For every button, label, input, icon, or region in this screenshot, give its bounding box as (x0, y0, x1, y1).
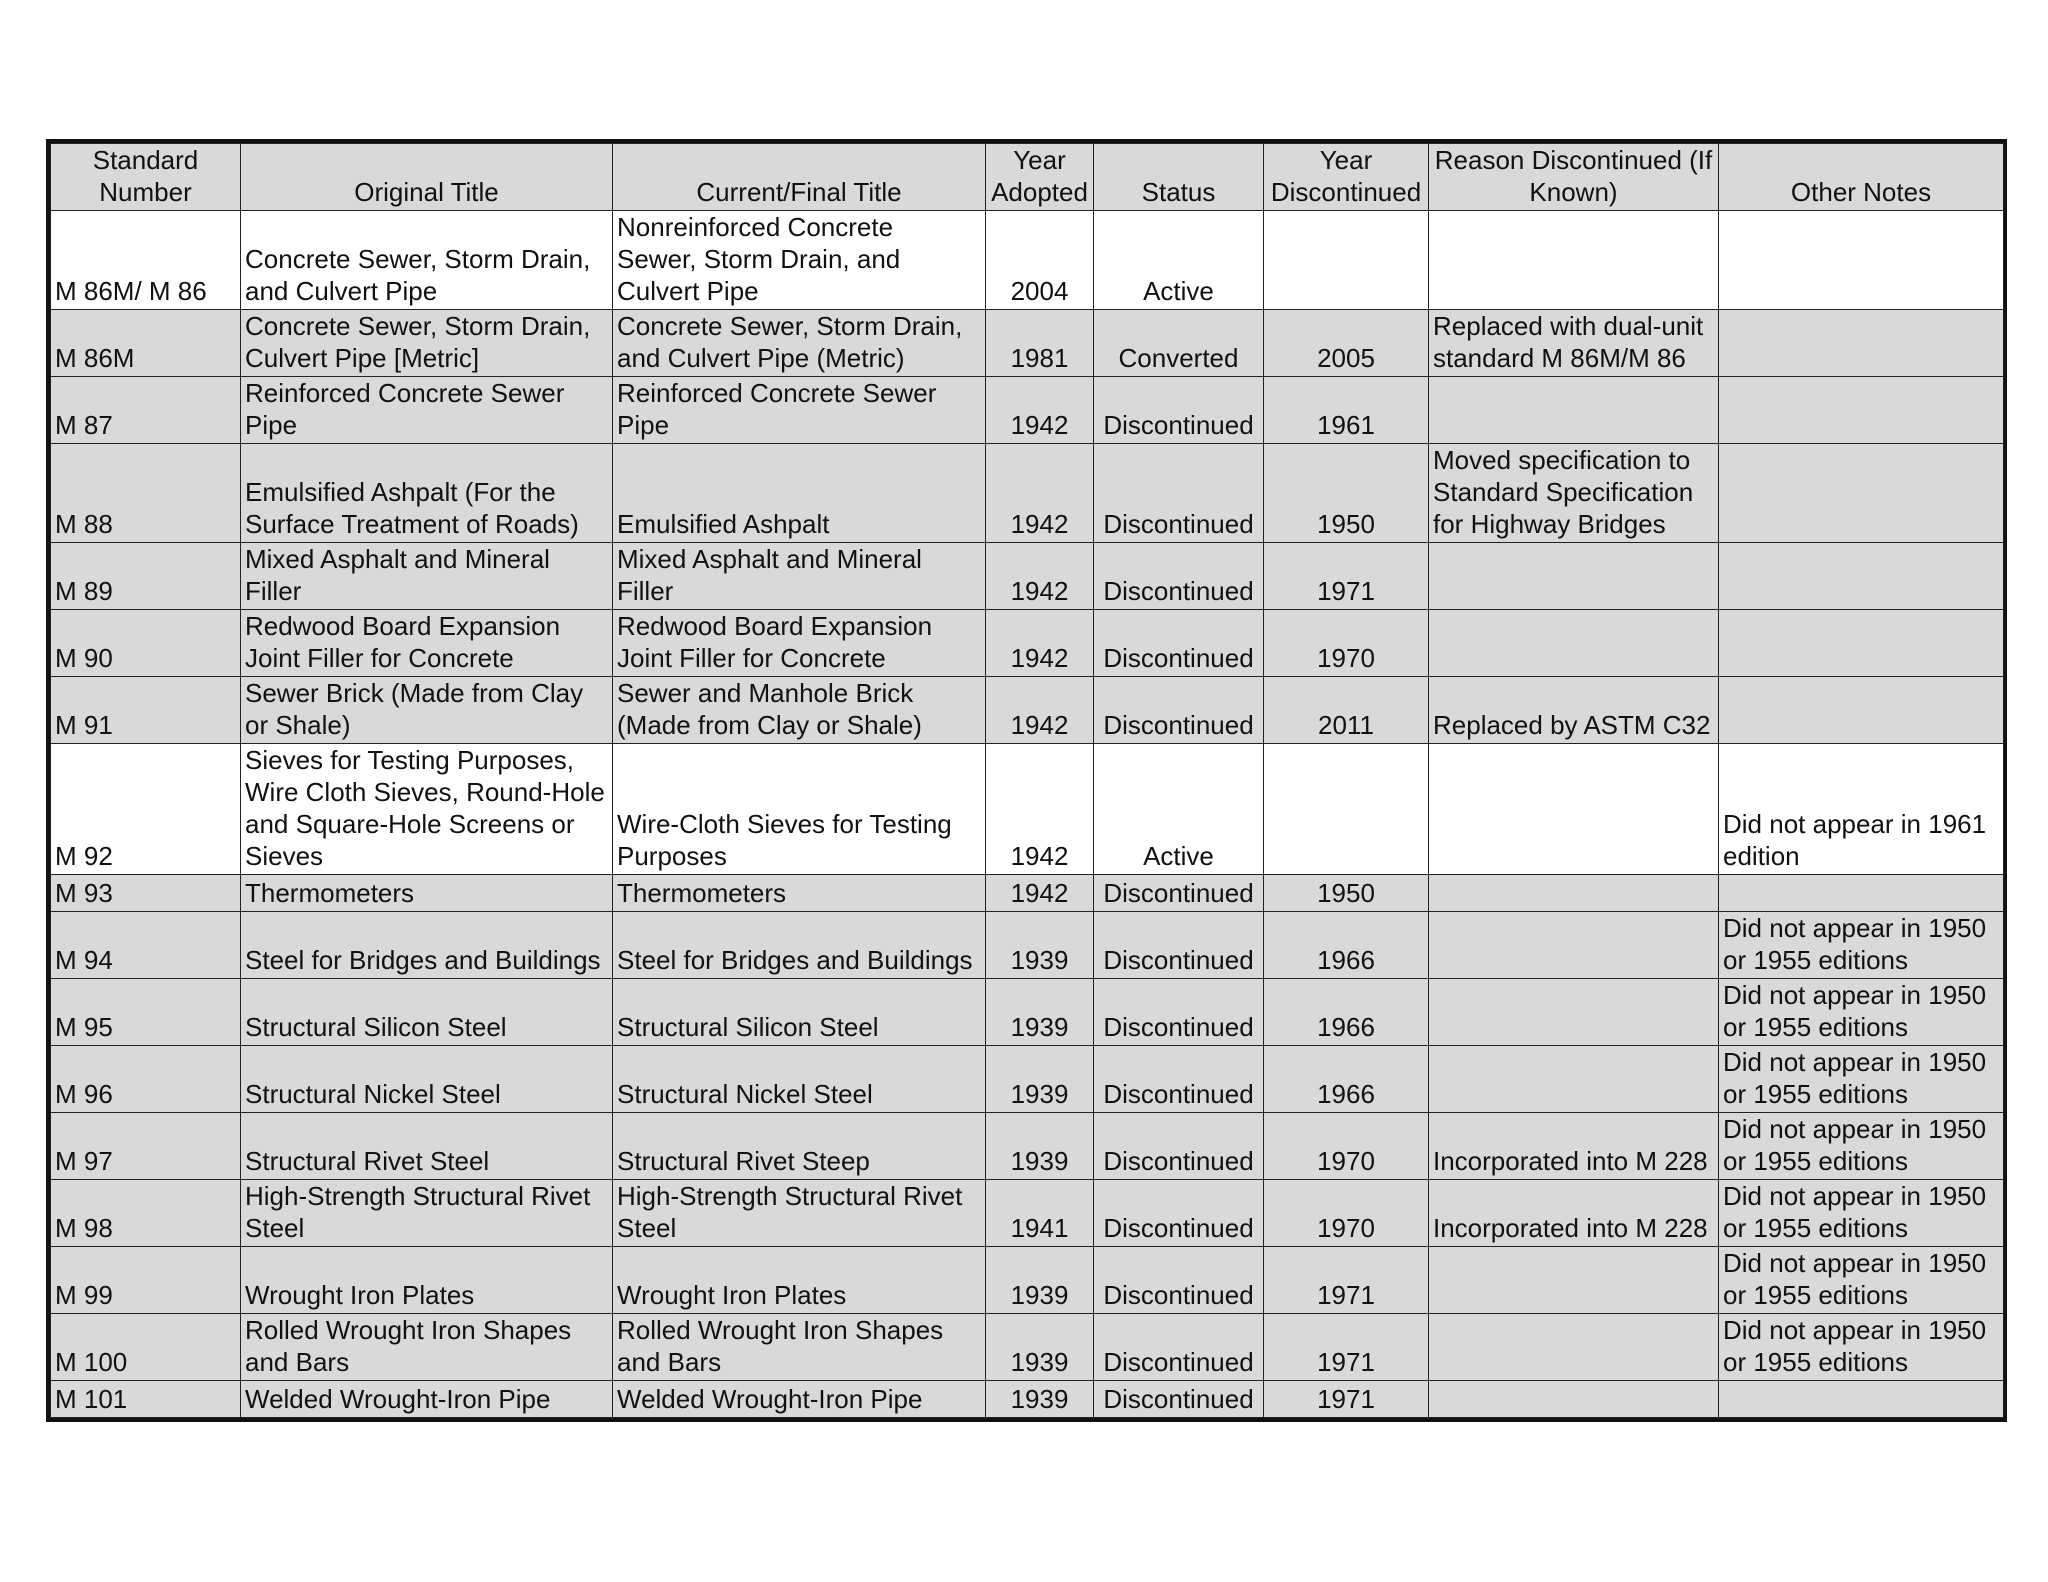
header-year-discontinued: Year Discontinued (1264, 144, 1429, 211)
cell-other-notes (1719, 610, 2004, 677)
cell-status: Discontinued (1094, 444, 1264, 543)
cell-year-adopted: 1942 (986, 677, 1094, 744)
cell-reason: Incorporated into M 228 (1429, 1113, 1719, 1180)
cell-year-adopted: 2004 (986, 211, 1094, 310)
cell-original-title: Sewer Brick (Made from Clay or Shale) (241, 677, 613, 744)
cell-other-notes: Did not appear in 1950 or 1955 editions (1719, 1247, 2004, 1314)
cell-reason (1429, 912, 1719, 979)
header-other-notes: Other Notes (1719, 144, 2004, 211)
cell-reason (1429, 1046, 1719, 1113)
cell-year-discontinued: 1950 (1264, 444, 1429, 543)
cell-original-title: Redwood Board Expansion Joint Filler for Concrete (241, 610, 613, 677)
cell-status: Discontinued (1094, 1180, 1264, 1247)
cell-original-title: Structural Rivet Steel (241, 1113, 613, 1180)
cell-status: Discontinued (1094, 875, 1264, 912)
header-year-adopted: Year Adopted (986, 144, 1094, 211)
cell-current-title: Sewer and Manhole Brick (Made from Clay or Shale) (613, 677, 986, 744)
cell-status: Discontinued (1094, 377, 1264, 444)
cell-year-adopted: 1939 (986, 1314, 1094, 1381)
cell-other-notes (1719, 1381, 2004, 1418)
cell-current-title: Welded Wrought-Iron Pipe (613, 1381, 986, 1418)
cell-other-notes (1719, 211, 2004, 310)
cell-reason: Moved specification to Standard Specification for Highway Bridges (1429, 444, 1719, 543)
cell-current-title: Rolled Wrought Iron Shapes and Bars (613, 1314, 986, 1381)
cell-year-discontinued: 1966 (1264, 1046, 1429, 1113)
cell-status: Discontinued (1094, 1381, 1264, 1418)
cell-status: Discontinued (1094, 1046, 1264, 1113)
header-status: Status (1094, 144, 1264, 211)
cell-other-notes (1719, 310, 2004, 377)
table-row (51, 1381, 2004, 1418)
cell-current-title: Wire-Cloth Sieves for Testing Purposes (613, 744, 986, 875)
cell-standard-number: M 90 (51, 610, 241, 677)
cell-standard-number: M 91 (51, 677, 241, 744)
cell-other-notes: Did not appear in 1950 or 1955 editions (1719, 1113, 2004, 1180)
cell-original-title: Welded Wrought-Iron Pipe (241, 1381, 613, 1418)
cell-reason (1429, 543, 1719, 610)
cell-year-discontinued: 1970 (1264, 1113, 1429, 1180)
table-row (51, 1247, 2004, 1314)
cell-other-notes: Did not appear in 1950 or 1955 editions (1719, 1314, 2004, 1381)
cell-other-notes (1719, 875, 2004, 912)
cell-year-adopted: 1942 (986, 444, 1094, 543)
cell-standard-number: M 100 (51, 1314, 241, 1381)
cell-year-adopted: 1939 (986, 1046, 1094, 1113)
cell-standard-number: M 87 (51, 377, 241, 444)
cell-year-adopted: 1939 (986, 1247, 1094, 1314)
cell-original-title: Wrought Iron Plates (241, 1247, 613, 1314)
cell-status: Discontinued (1094, 1314, 1264, 1381)
cell-standard-number: M 92 (51, 744, 241, 875)
cell-other-notes: Did not appear in 1950 or 1955 editions (1719, 1180, 2004, 1247)
cell-status: Active (1094, 211, 1264, 310)
cell-year-discontinued: 1966 (1264, 979, 1429, 1046)
cell-original-title: Structural Nickel Steel (241, 1046, 613, 1113)
cell-current-title: Mixed Asphalt and Mineral Filler (613, 543, 986, 610)
cell-year-adopted: 1941 (986, 1180, 1094, 1247)
cell-year-adopted: 1939 (986, 979, 1094, 1046)
cell-year-adopted: 1939 (986, 912, 1094, 979)
cell-status: Discontinued (1094, 543, 1264, 610)
cell-status: Discontinued (1094, 677, 1264, 744)
cell-standard-number: M 93 (51, 875, 241, 912)
cell-standard-number: M 98 (51, 1180, 241, 1247)
cell-reason (1429, 979, 1719, 1046)
cell-original-title: Rolled Wrought Iron Shapes and Bars (241, 1314, 613, 1381)
cell-other-notes (1719, 677, 2004, 744)
cell-current-title: Structural Silicon Steel (613, 979, 986, 1046)
cell-year-adopted: 1942 (986, 875, 1094, 912)
cell-year-adopted: 1942 (986, 377, 1094, 444)
cell-status: Discontinued (1094, 1247, 1264, 1314)
table-row (51, 211, 2004, 310)
cell-standard-number: M 94 (51, 912, 241, 979)
table-row (51, 543, 2004, 610)
cell-standard-number: M 99 (51, 1247, 241, 1314)
table-row (51, 1046, 2004, 1113)
table-row (51, 979, 2004, 1046)
cell-original-title: Thermometers (241, 875, 613, 912)
cell-reason (1429, 875, 1719, 912)
cell-status: Discontinued (1094, 1113, 1264, 1180)
cell-status: Converted (1094, 310, 1264, 377)
table-row (51, 377, 2004, 444)
cell-original-title: Mixed Asphalt and Mineral Filler (241, 543, 613, 610)
cell-year-discontinued (1264, 744, 1429, 875)
cell-standard-number: M 101 (51, 1381, 241, 1418)
cell-reason (1429, 211, 1719, 310)
cell-reason: Incorporated into M 228 (1429, 1180, 1719, 1247)
cell-current-title: High-Strength Structural Rivet Steel (613, 1180, 986, 1247)
cell-reason: Replaced by ASTM C32 (1429, 677, 1719, 744)
cell-year-discontinued: 2011 (1264, 677, 1429, 744)
cell-standard-number: M 95 (51, 979, 241, 1046)
cell-reason (1429, 1314, 1719, 1381)
cell-current-title: Concrete Sewer, Storm Drain, and Culvert Pipe (Metric) (613, 310, 986, 377)
cell-year-discontinued: 1966 (1264, 912, 1429, 979)
cell-year-adopted: 1942 (986, 610, 1094, 677)
cell-year-discontinued: 1971 (1264, 1314, 1429, 1381)
table-row (51, 310, 2004, 377)
header-standard-number: Standard Number (51, 144, 241, 211)
header-row (51, 144, 2004, 211)
cell-year-adopted: 1942 (986, 543, 1094, 610)
cell-original-title: Structural Silicon Steel (241, 979, 613, 1046)
cell-current-title: Thermometers (613, 875, 986, 912)
table-row (51, 912, 2004, 979)
cell-year-discontinued: 1971 (1264, 1247, 1429, 1314)
cell-reason (1429, 377, 1719, 444)
cell-standard-number: M 88 (51, 444, 241, 543)
cell-year-discontinued: 1950 (1264, 875, 1429, 912)
table-row (51, 1113, 2004, 1180)
cell-status: Discontinued (1094, 912, 1264, 979)
cell-current-title: Wrought Iron Plates (613, 1247, 986, 1314)
cell-original-title: Sieves for Testing Purposes, Wire Cloth Sieves, Round-Hole and Square-Hole Screens or Sieves (241, 744, 613, 875)
cell-original-title: Emulsified Ashpalt (For the Surface Treatment of Roads) (241, 444, 613, 543)
cell-year-discontinued: 1971 (1264, 543, 1429, 610)
cell-current-title: Steel for Bridges and Buildings (613, 912, 986, 979)
cell-standard-number: M 97 (51, 1113, 241, 1180)
table-row (51, 610, 2004, 677)
cell-current-title: Nonreinforced Concrete Sewer, Storm Drain, and Culvert Pipe (613, 211, 986, 310)
cell-year-adopted: 1939 (986, 1113, 1094, 1180)
table-row (51, 744, 2004, 875)
standards-table-container (46, 139, 2007, 1422)
cell-other-notes: Did not appear in 1950 or 1955 editions (1719, 979, 2004, 1046)
table-row (51, 1314, 2004, 1381)
header-original-title: Original Title (241, 144, 613, 211)
cell-other-notes: Did not appear in 1950 or 1955 editions (1719, 912, 2004, 979)
cell-original-title: Steel for Bridges and Buildings (241, 912, 613, 979)
cell-reason (1429, 1247, 1719, 1314)
cell-year-discontinued: 1970 (1264, 610, 1429, 677)
cell-current-title: Structural Rivet Steep (613, 1113, 986, 1180)
table-row (51, 875, 2004, 912)
cell-year-adopted: 1981 (986, 310, 1094, 377)
cell-status: Discontinued (1094, 979, 1264, 1046)
cell-standard-number: M 86M/ M 86 (51, 211, 241, 310)
cell-other-notes (1719, 444, 2004, 543)
standards-table (50, 143, 2004, 1418)
header-reason: Reason Discontinued (If Known) (1429, 144, 1719, 211)
cell-reason: Replaced with dual-unit standard M 86M/M 86 (1429, 310, 1719, 377)
cell-original-title: Reinforced Concrete Sewer Pipe (241, 377, 613, 444)
table-row (51, 444, 2004, 543)
cell-year-discontinued: 2005 (1264, 310, 1429, 377)
cell-standard-number: M 89 (51, 543, 241, 610)
cell-standard-number: M 96 (51, 1046, 241, 1113)
cell-current-title: Redwood Board Expansion Joint Filler for Concrete (613, 610, 986, 677)
cell-other-notes: Did not appear in 1950 or 1955 editions (1719, 1046, 2004, 1113)
cell-year-adopted: 1939 (986, 1381, 1094, 1418)
cell-current-title: Reinforced Concrete Sewer Pipe (613, 377, 986, 444)
cell-year-discontinued: 1970 (1264, 1180, 1429, 1247)
cell-original-title: Concrete Sewer, Storm Drain, Culvert Pipe [Metric] (241, 310, 613, 377)
cell-standard-number: M 86M (51, 310, 241, 377)
cell-other-notes (1719, 543, 2004, 610)
cell-status: Discontinued (1094, 610, 1264, 677)
cell-year-adopted: 1942 (986, 744, 1094, 875)
cell-reason (1429, 744, 1719, 875)
cell-current-title: Emulsified Ashpalt (613, 444, 986, 543)
cell-year-discontinued (1264, 211, 1429, 310)
cell-status: Active (1094, 744, 1264, 875)
header-current-title: Current/Final Title (613, 144, 986, 211)
cell-reason (1429, 1381, 1719, 1418)
cell-other-notes: Did not appear in 1961 edition (1719, 744, 2004, 875)
cell-year-discontinued: 1971 (1264, 1381, 1429, 1418)
table-row (51, 1180, 2004, 1247)
cell-current-title: Structural Nickel Steel (613, 1046, 986, 1113)
table-row (51, 677, 2004, 744)
cell-reason (1429, 610, 1719, 677)
cell-year-discontinued: 1961 (1264, 377, 1429, 444)
cell-original-title: Concrete Sewer, Storm Drain, and Culvert Pipe (241, 211, 613, 310)
cell-original-title: High-Strength Structural Rivet Steel (241, 1180, 613, 1247)
cell-other-notes (1719, 377, 2004, 444)
